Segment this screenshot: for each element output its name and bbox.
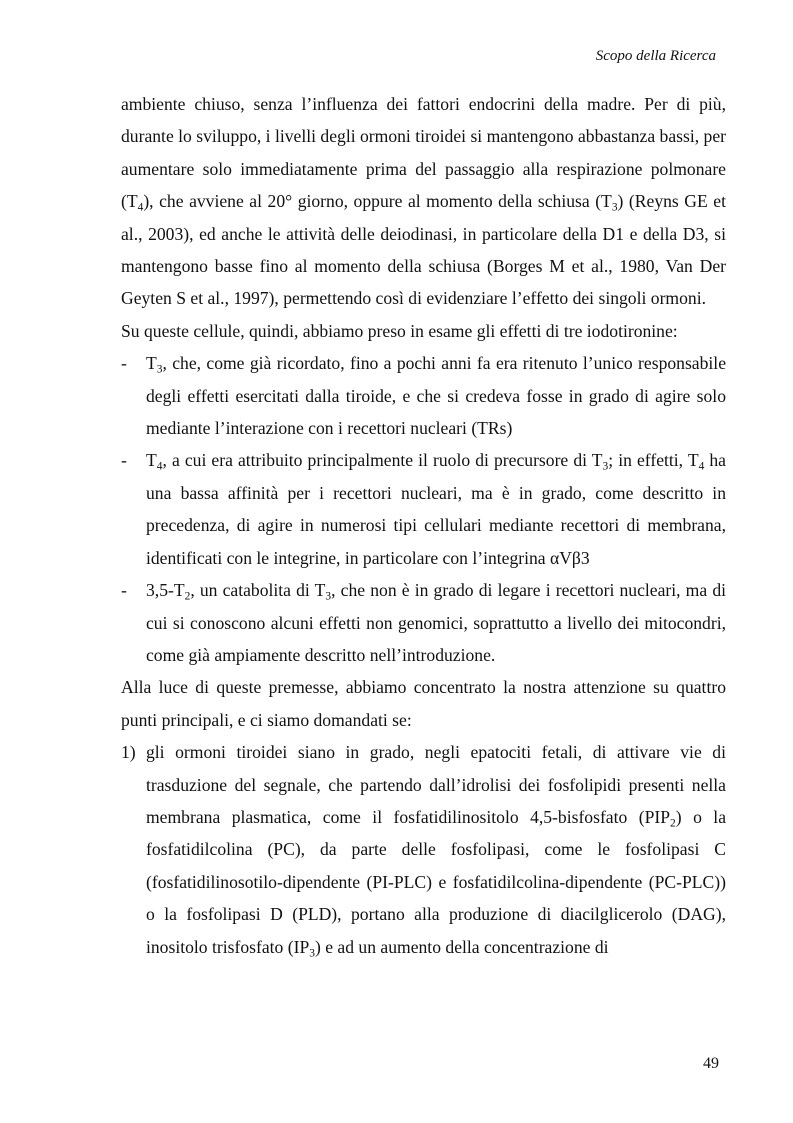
subscript: 2 — [670, 817, 676, 830]
subscript: 4 — [137, 201, 144, 214]
list-marker: - — [121, 450, 127, 471]
subscript: 3 — [156, 363, 163, 376]
text-segment: , che, come già ricordato, fino a pochi anni fa era ritenuto l’unico responsabile degli effetti esercitati dalla tiroide, e che si credeva fosse in grado di agire solo mediante l’interazione con i recettori nucleari (TRs) — [146, 353, 726, 439]
running-header: Scopo della Ricerca — [595, 48, 716, 64]
subscript: 4 — [156, 460, 163, 473]
list-marker: 1) — [121, 742, 136, 763]
text-segment: gli ormoni tiroidei siano in grado, negli epatociti fetali, di attivare vie di trasduzione del segnale, che partendo dall’idrolisi dei fosfolipidi presenti nella membrana plasmatica, come il fosfatidilinositolo 4,5-bisfosfato (PIP — [146, 742, 726, 827]
subscript: 3 — [602, 460, 609, 473]
text-segment: , che non è in grado di legare i recettori nucleari, ma di cui si conoscono alcuni effetti non genomici, soprattutto a livello dei mitocondri, come già ampiamente descritto nell’introduzione. — [146, 580, 726, 665]
list-marker: - — [121, 580, 127, 601]
list-item — [121, 574, 726, 671]
subscript: 4 — [698, 460, 705, 473]
paragraph-premises: Alla luce di queste premesse, abbiamo concentrato la nostra attenzione su quattro punti principali, e ci siamo domandati se: — [121, 677, 726, 730]
text-segment: ) o la fosfatidilcolina (PC), da parte delle fosfolipasi, come le fosfolipasi C (fosfatidilinosotilo-dipendente (PI-PLC) e fosfatidilcolina-dipendente (PC-PLC)) o la fosfolipasi D (PLD), portano alla produzione di diacilglicerolo (DAG), inositolo trisfosfato (IP — [146, 806, 727, 957]
body-text — [121, 88, 726, 963]
subscript: 3 — [309, 946, 315, 959]
list-item — [121, 444, 726, 574]
text-segment: ) (Reyns GE et al., 2003), ed anche le attività delle deiodinasi, in particolare della D1 e della D3, si mantengono basse fino al momento della schiusa (Borges M et al., 1980, Van Der Geyten S et al., 1997), permettendo così di evidenziare l’effetto dei singoli ormoni. — [121, 191, 726, 309]
paragraph-iodothyronines-intro: Su queste cellule, quindi, abbiamo preso in esame gli effetti di tre iodotironine: — [121, 320, 678, 341]
text-segment: ha una bassa affinità per i recettori nucleari, ma è in grado, come descritto in precedenza, di agire in numerosi tipi cellulari mediante recettori di membrana, identificati con le integrine, in particolare con l’integrina αVβ3 — [146, 450, 726, 568]
text-segment: ambiente chiuso, senza l’influenza dei fattori endocrini della madre. Per di più, durante lo sviluppo, i livelli degli ormoni tiroidei si mantengono abbastanza bassi, per aumentare solo immediatamente prima del passaggio alla respirazione polmonare (T — [121, 94, 726, 212]
text-segment: , un catabolita di T — [190, 580, 326, 601]
text-segment: ; in effetti, T — [608, 450, 699, 471]
text-segment: T — [146, 353, 157, 374]
list-item — [121, 736, 726, 963]
subscript: 3 — [325, 590, 332, 603]
text-segment: , a cui era attribuito principalmente il ruolo di precursore di T — [162, 450, 603, 471]
subscript: 3 — [611, 201, 618, 214]
text-segment: 3,5-T — [146, 580, 185, 601]
page-number: 49 — [703, 1055, 719, 1072]
paragraph-intro — [121, 88, 726, 315]
text-segment: ) e ad un aumento della concentrazione di — [314, 936, 609, 957]
text-segment: T — [146, 450, 157, 471]
list-marker: - — [121, 353, 127, 374]
text-segment: ), che avviene al 20° giorno, oppure al momento della schiusa (T — [143, 191, 612, 212]
list-item — [121, 347, 726, 444]
subscript: 2 — [184, 590, 191, 603]
